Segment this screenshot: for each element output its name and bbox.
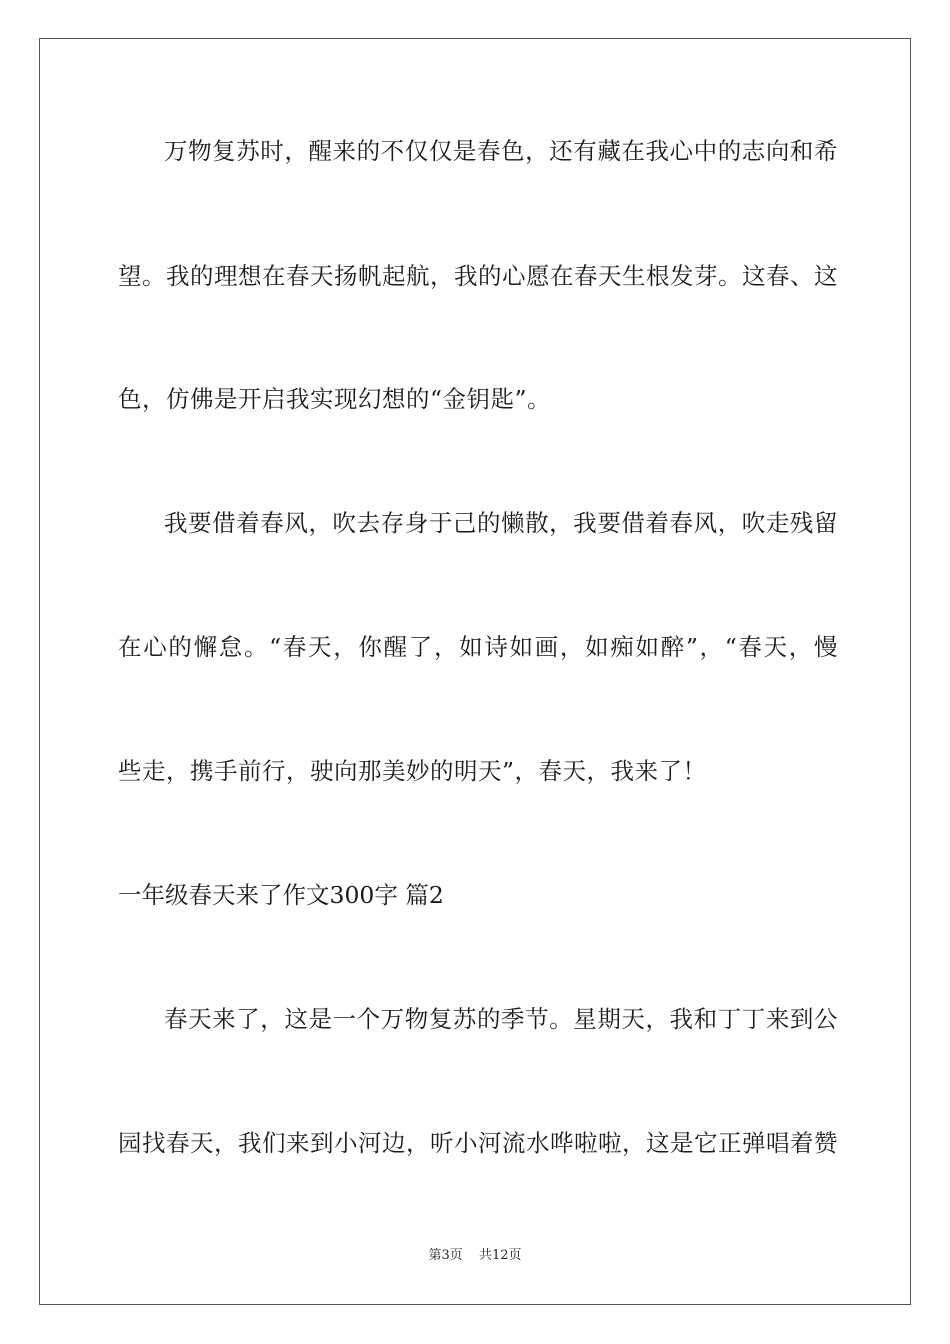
paragraph-2-line-3: 些走，携手前行，驶向那美妙的明天”，春天，我来了！ — [118, 757, 707, 785]
page-footer — [0, 1247, 950, 1265]
page-number: 第3页 — [428, 1248, 463, 1263]
paragraph-2-line-1: 我要借着春风，吹去存身于己的懒散，我要借着春风，吹走残留 — [164, 509, 838, 537]
paragraph-3-line-1: 春天来了，这是一个万物复苏的季节。星期天，我和丁丁来到公 — [164, 1005, 838, 1033]
paragraph-2-line-2: 在心的懈怠。“春天，你醒了，如诗如画，如痴如醉”，“春天，慢 — [118, 633, 838, 661]
page-border — [39, 38, 911, 1305]
total-pages: 共12页 — [478, 1248, 522, 1263]
section-heading: 一年级春天来了作文300字 篇2 — [118, 881, 444, 909]
paragraph-1-line-3: 色，仿佛是开启我实现幻想的“金钥匙”。 — [118, 385, 552, 413]
paragraph-1-line-1: 万物复苏时，醒来的不仅仅是春色，还有藏在我心中的志向和希 — [164, 137, 838, 165]
paragraph-3-line-2: 园找春天，我们来到小河边，听小河流水哗啦啦，这是它正弹唱着赞 — [118, 1129, 838, 1157]
paragraph-1-line-2: 望。我的理想在春天扬帆起航，我的心愿在春天生根发芽。这春、这 — [118, 262, 838, 290]
